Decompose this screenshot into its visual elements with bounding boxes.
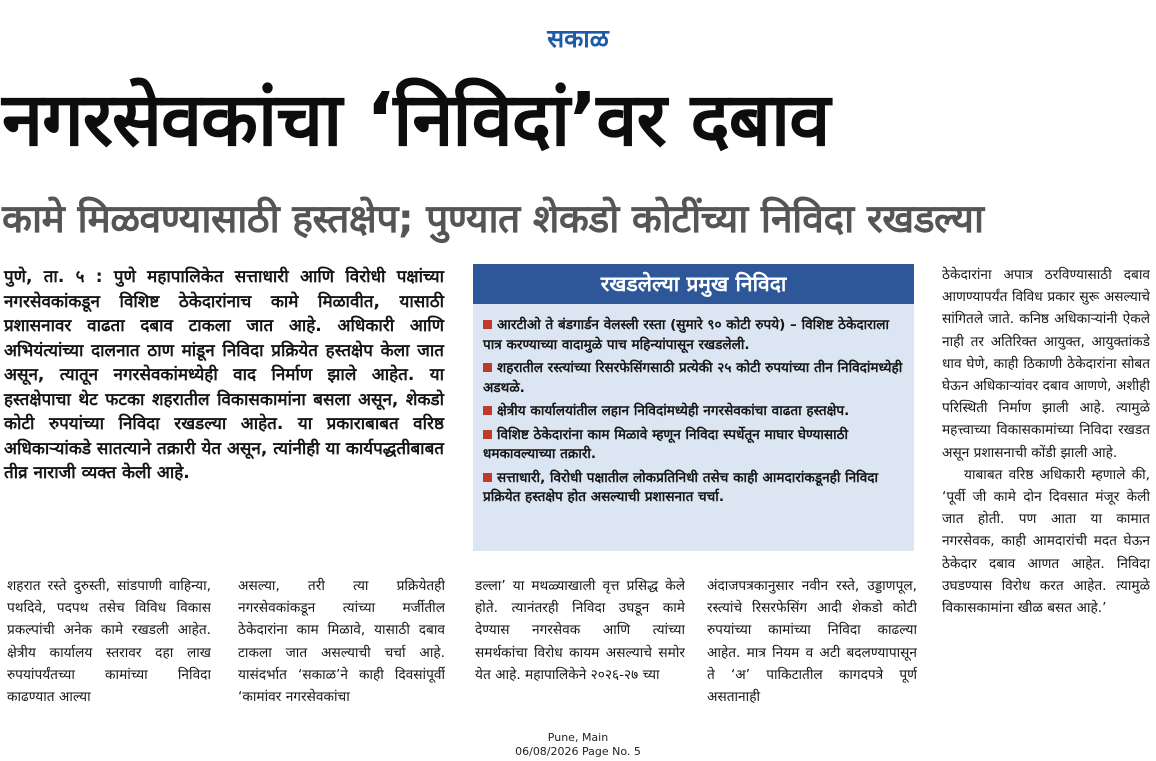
bullet-square-icon <box>483 473 492 482</box>
bullet-square-icon <box>483 430 492 439</box>
bullet-square-icon <box>483 363 492 372</box>
lead-paragraph: पुणे, ता. ५ : पुणे महापालिकेत सत्ताधारी आणि विरोधी पक्षांच्या नगरसेवकांकडून विशिष्ट ठेकेदारांनाच कामे मिळावीत, यासाठी प्रशासनावर वाढता दबाव टाकला जात आहे. अधिकारी आणि अभियंत्यांच्या दालनात ठाण मांडून निविदा प्रक्रियेत हस्तक्षेप केला जात असून, त्यातून नगरसेवकांमध्येही वाद निर्माण झाले आहेत. या हस्तक्षेपाचा थेट फटका शहरातील विकासकामांना बसला असून, शेकडो कोटी रुपयांच्या निविदा रखडल्या आहेत. या प्रकाराबाबत वरिष्ठ अधिकाऱ्यांकडे सातत्याने तक्रारी येत असून, त्यांनीही या कार्यपद्धतीबाबत तीव्र नाराजी व्यक्त केली आहे. <box>4 267 444 483</box>
body-column-2: असल्या, तरी त्या प्रक्रियेतही नगरसेवकांकडून त्यांच्या मर्जीतील ठेकेदारांना काम मिळावे, यासाठी दबाव टाकला जात असल्याची चर्चा आहे. यासंदर्भात ‘सकाळ’ने काही दिवसांपूर्वी ‘कामांवर नगरसेवकांचा <box>238 578 445 706</box>
page-footer <box>0 731 1156 759</box>
box-item-text: क्षेत्रीय कार्यालयांतील लहान निविदांमध्येही नगरसेवकांचा वाढता हस्तक्षेप. <box>497 403 850 419</box>
key-tenders-box <box>473 264 914 551</box>
bullet-square-icon <box>483 406 492 415</box>
box-list-item <box>483 402 906 422</box>
column-5-paragraph-1: ठेकेदारांना अपात्र ठरविण्यासाठी दबाव आणण्यापर्यंत विविध प्रकार सुरू असल्याचे सांगितले जाते. कनिष्ठ अधिकाऱ्यांनी ऐकले नाही तर अतिरिक्त आयुक्त, आयुक्तांकडे धाव घेणे, काही ठिकाणी ठेकेदारांना सोबत घेऊन अधिकाऱ्यांवर दबाव आणणे, अशीही परिस्थिती निर्माण झाली आहे. त्यामुळे महत्त्वाच्या विकासकामांच्या निविदा रखडत असून प्रशासनाची कोंडी झाली आहे. <box>942 267 1150 461</box>
box-list-item <box>483 316 906 355</box>
body-column-5 <box>942 264 1150 729</box>
box-item-text: आरटीओ ते बंडगार्डन वेलस्ली रस्ता (सुमारे ९० कोटी रुपये) – विशिष्ट ठेकेदाराला पात्र करण्याच्या वादामुळे पाच महिन्यांपासून रखडलेली. <box>483 317 889 353</box>
body-column-1: शहरात रस्ते दुरुस्ती, सांडपाणी वाहिन्या, पथदिवे, पदपथ तसेच विविध विकास प्रकल्पांची अनेक कामे रखडली आहेत. क्षेत्रीय कार्यालय स्तरावर दहा लाख रुपयांपर्यंतच्या कामांच्या निविदा काढण्यात आल्या <box>7 578 211 706</box>
box-list-item <box>483 426 906 465</box>
body-column-3: डल्ला’ या मथळ्याखाली वृत्त प्रसिद्ध केले होते. त्यानंतरही निविदा उघडून कामे देण्यास नगरसेवक आणि त्यांच्या समर्थकांचा विरोध कायम असल्याचे समोर येत आहे. महापालिकेने २०२६-२७ च्या <box>475 578 685 683</box>
box-list <box>473 304 914 508</box>
box-item-text: सत्ताधारी, विरोधी पक्षातील लोकप्रतिनिधी तसेच काही आमदारांकडूनही निविदा प्रक्रियेत हस्तक्षेप होत असल्याची प्रशासनात चर्चा. <box>483 469 878 505</box>
date-page-label: 06/08/2026 Page No. 5 <box>515 745 641 758</box>
edition-label: Pune, Main <box>547 731 609 744</box>
box-list-item <box>483 359 906 398</box>
box-item-text: शहरातील रस्त्यांच्या रिसरफेसिंगसाठी प्रत्येकी २५ कोटी रुपयांच्या तीन निविदांमध्येही अडथळे. <box>483 360 903 396</box>
box-item-text: विशिष्ट ठेकेदारांना काम मिळावे म्हणून निविदा स्पर्धेतून माघार घेण्यासाठी धमकावल्याच्या तक्रारी. <box>483 426 849 462</box>
headline: नगरसेवकांचा ‘निविदां’वर दबाव <box>2 77 830 163</box>
box-list-item <box>483 469 906 508</box>
box-title: रखडलेल्या प्रमुख निविदा <box>473 264 914 304</box>
column-5-paragraph-2: याबाबत वरिष्ठ अधिकारी म्हणाले की, ‘पूर्वी जी कामे दोन दिवसात मंजूर केली जात होती. पण आता या कामात नगरसेवक, काही आमदारांची मदत घेऊन ठेकेदार दबाव आणत आहेत. निविदा उघडण्यास विरोध करत आहेत. त्यामुळे विकासकामांना खीळ बसत आहे.’ <box>942 466 1150 617</box>
body-column-4: अंदाजपत्रकानुसार नवीन रस्ते, उड्डाणपूल, रस्त्यांचे रिसरफेसिंग आदी शेकडो कोटी रुपयांच्या कामांच्या निविदा काढल्या आहेत. मात्र नियम व अटी बदलण्यापासून ते ‘अ’ पाकिटातील कागदपत्रे पूर्ण असतानाही <box>707 578 917 706</box>
bullet-square-icon <box>483 320 492 329</box>
subheadline: कामे मिळवण्यासाठी हस्तक्षेप; पुण्यात शेकडो कोटींच्या निविदा रखडल्या <box>2 197 984 242</box>
masthead-logo: सकाळ <box>547 24 609 53</box>
